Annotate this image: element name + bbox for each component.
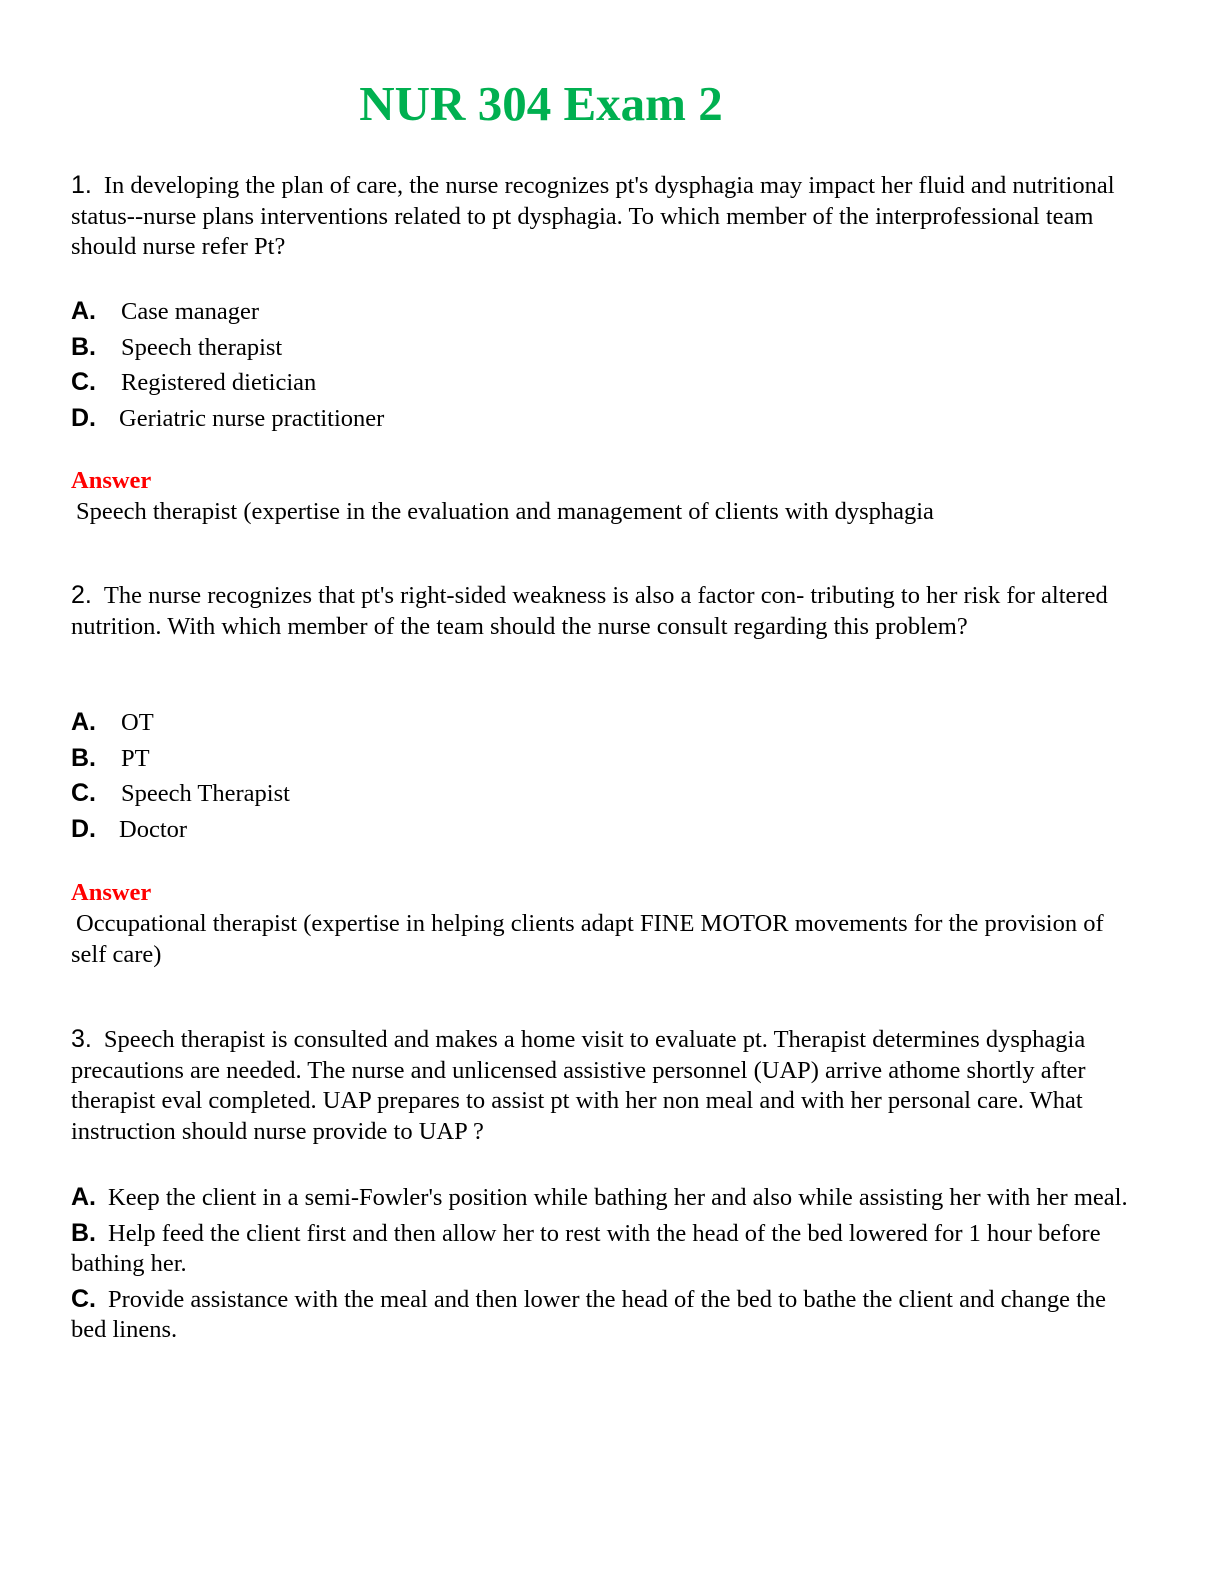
option-text: Doctor (119, 815, 188, 843)
question-3-options (71, 1182, 1141, 1350)
option-letter: A. (71, 297, 96, 325)
option-text: Geriatric nurse practitioner (119, 404, 385, 432)
answer-1 (71, 466, 1141, 527)
option-text: Case manager (121, 298, 260, 325)
option-text: Provide assistance with the meal and then lower the head of the bed to bathe the client and change the bed linens. (71, 1285, 1107, 1343)
option-text: Speech therapist (121, 333, 283, 361)
option-letter: B. (71, 1218, 96, 1247)
option-a[interactable] (71, 1182, 1141, 1214)
question-text (71, 580, 1141, 642)
option-d[interactable] (71, 401, 1141, 437)
answer-text: Occupational therapist (expertise in helping clients adapt FINE MOTOR movements for the provision of self care) (71, 910, 1104, 968)
option-text: PT (121, 744, 150, 772)
option-letter: B. (71, 332, 96, 361)
option-letter: A. (71, 708, 96, 736)
option-c[interactable] (71, 365, 1141, 401)
option-c[interactable] (71, 776, 1141, 812)
question-number: 2. (71, 581, 92, 609)
answer-label: Answer (71, 467, 152, 494)
question-body: In developing the plan of care, the nurse recognizes pt's dysphagia may impact her fluid and nutritional status--nurse plans interventions related to pt dysphagia. To which member of the interprofessional team should nurse refer Pt? (71, 172, 1115, 260)
question-body: Speech therapist is consulted and makes a home visit to evaluate pt. Therapist determines dysphagia precautions are needed. The nurse and unlicensed assistive personnel (UAP) arrive athome shortly after therapist eval completed. UAP prepares to assist pt with her non meal and with her personal care. What instruction should nurse provide to UAP ? (71, 1026, 1086, 1145)
question-2 (71, 580, 1141, 642)
question-1 (71, 170, 1141, 263)
option-b[interactable] (71, 741, 1141, 777)
option-d[interactable] (71, 812, 1141, 848)
option-b[interactable] (71, 1218, 1141, 1280)
option-text: Registered dietician (121, 369, 317, 396)
question-text (71, 1024, 1141, 1147)
question-number: 3. (71, 1025, 92, 1053)
document-title: NUR 304 Exam 2 (359, 76, 723, 131)
question-2-options (71, 705, 1141, 847)
option-a[interactable] (71, 705, 1141, 741)
question-3 (71, 1024, 1141, 1147)
question-text (71, 170, 1141, 263)
option-letter: D. (71, 403, 96, 432)
option-letter: A. (71, 1183, 96, 1211)
question-number: 1. (71, 171, 92, 199)
option-letter: C. (71, 368, 96, 396)
answer-text: Speech therapist (expertise in the evaluation and management of clients with dysphagia (76, 498, 934, 525)
option-c[interactable] (71, 1284, 1141, 1346)
option-letter: C. (71, 1284, 96, 1313)
option-text: Keep the client in a semi-Fowler's position while bathing her and also while assisting her with her meal. (108, 1184, 1128, 1211)
question-body: The nurse recognizes that pt's right-sided weakness is also a factor con- tributing to her risk for altered nutrition. With which member of the team should the nurse consult regarding this problem? (71, 582, 1108, 640)
option-letter: D. (71, 814, 96, 843)
option-b[interactable] (71, 330, 1141, 366)
option-text: Speech Therapist (121, 780, 290, 807)
option-text: OT (121, 709, 154, 736)
option-text: Help feed the client first and then allow her to rest with the head of the bed lowered for 1 hour before bathing her. (71, 1219, 1101, 1277)
question-1-options (71, 294, 1141, 436)
answer-label: Answer (71, 879, 152, 906)
option-a[interactable] (71, 294, 1141, 330)
answer-2 (71, 878, 1141, 970)
option-letter: B. (71, 743, 96, 772)
option-letter: C. (71, 779, 96, 807)
